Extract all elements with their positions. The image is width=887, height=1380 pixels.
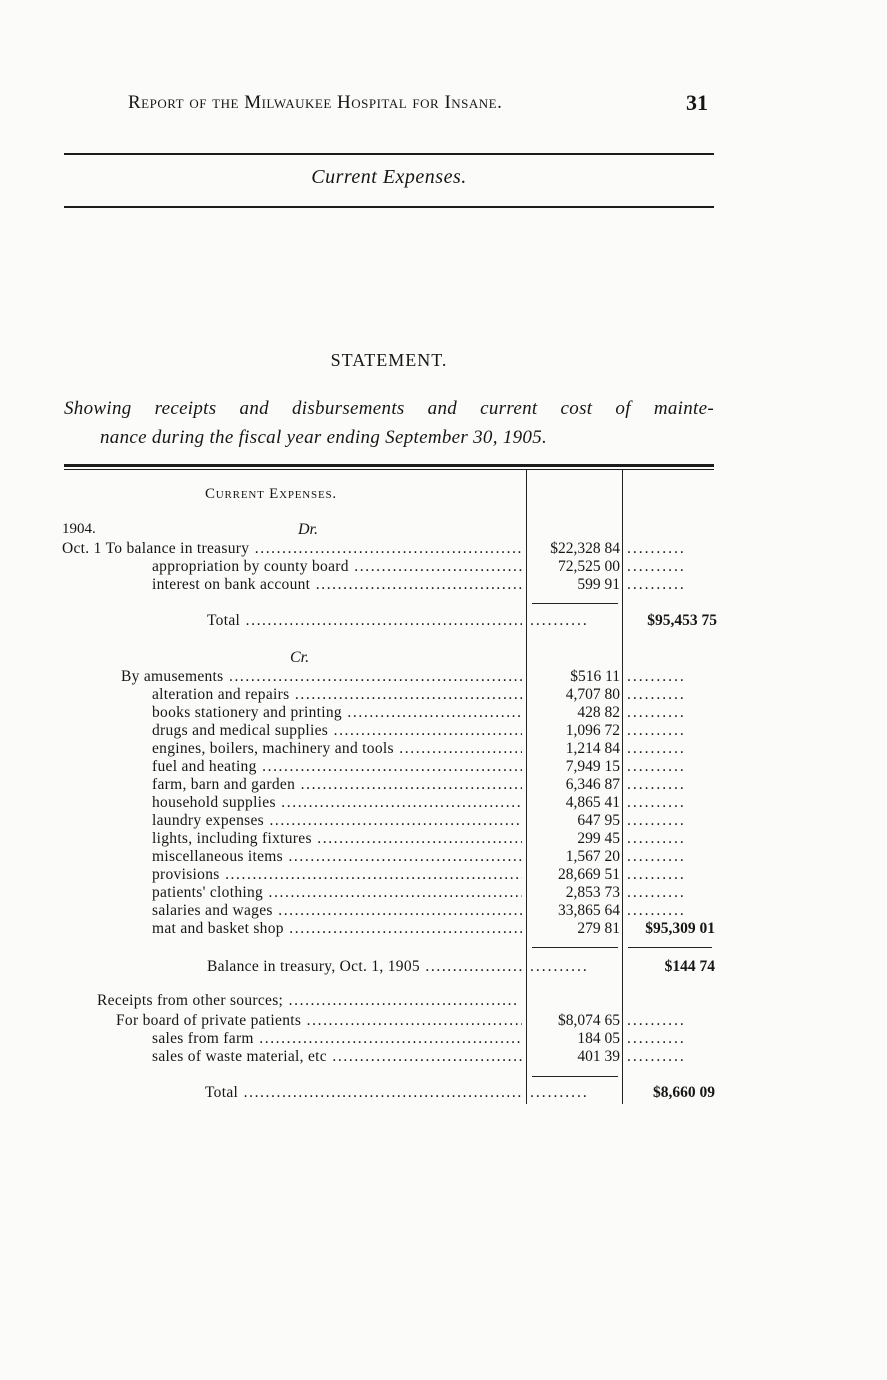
credit-row-8-leader: ..........	[627, 794, 686, 811]
credit-row-14-label: salaries and wages .....	[152, 902, 522, 920]
credit-row-4-amount: 1,096 72	[565, 722, 620, 739]
debit-row-3-leader: ..........	[627, 576, 686, 593]
credit-row-8-label: household supplies .....	[152, 794, 522, 812]
credit-row-15-label: mat and basket shop .....	[152, 920, 522, 938]
section-rule	[64, 206, 714, 208]
credit-row-13-label: patients' clothing .....	[152, 884, 522, 902]
table-caption: Current Expenses.	[205, 486, 337, 502]
debit-total-leader: ..........	[530, 612, 589, 629]
receipt-row-2-amount: 184 05	[577, 1030, 620, 1047]
credit-row-6-leader: ..........	[627, 758, 686, 775]
credit-row-12-amount: 28,669 51	[558, 866, 620, 883]
credit-sum-rule-1	[532, 947, 618, 948]
credit-row-10-label: lights, including fixtures .....	[152, 830, 522, 848]
debit-row-1-amount: $22,328 84	[550, 540, 620, 557]
receipts-total-amount: $8,660 09	[653, 1084, 715, 1101]
receipt-row-3-amount: 401 39	[577, 1048, 620, 1065]
receipt-row-3-leader: ..........	[627, 1048, 686, 1065]
credit-row-12-leader: ..........	[627, 866, 686, 883]
credit-row-14-leader: ..........	[627, 902, 686, 919]
credit-row-2-amount: 4,707 80	[565, 686, 620, 703]
debit-row-1-prefix: Oct. 1 To	[62, 540, 127, 557]
credit-row-3-leader: ..........	[627, 704, 686, 721]
intro-paragraph	[64, 394, 714, 452]
receipts-heading: Receipts from other sources; .....	[97, 992, 517, 1010]
running-head-text-a: Report of the	[128, 92, 245, 113]
credit-row-6-amount: 7,949 15	[565, 758, 620, 775]
debit-heading: Dr.	[298, 521, 319, 538]
credit-row-7-label: farm, barn and garden .....	[152, 776, 522, 794]
section-title: Current Expenses.	[311, 166, 467, 188]
receipt-row-2-label: sales from farm .....	[152, 1030, 522, 1048]
credit-row-7-amount: 6,346 87	[565, 776, 620, 793]
receipts-total-leader: ..........	[530, 1084, 589, 1101]
intro-line-1: Showing receipts and disbursements and current cost of mainte-	[64, 398, 714, 419]
credit-heading: Cr.	[290, 649, 310, 666]
balance-label: Balance in treasury, Oct. 1, 1905 .....	[207, 958, 522, 976]
debit-row-2-amount: 72,525 00	[558, 558, 620, 575]
credit-row-14-amount: 33,865 64	[558, 902, 620, 919]
credit-row-3-label: books stationery and printing .....	[152, 704, 522, 722]
credit-row-11-label: miscellaneous items .....	[152, 848, 522, 866]
credit-row-1-prefix: By	[121, 668, 144, 685]
credit-row-1-leader: ..........	[627, 668, 686, 685]
intro-line-2: nance during the fiscal year ending September 30, 1905.	[100, 427, 548, 448]
credit-row-11-leader: ..........	[627, 848, 686, 865]
top-rule	[64, 153, 714, 155]
credit-row-9-leader: ..........	[627, 812, 686, 829]
receipt-row-2-leader: ..........	[627, 1030, 686, 1047]
credit-row-12-label: provisions .....	[152, 866, 522, 884]
balance-amount: $144 74	[664, 958, 715, 975]
credit-row-6-label: fuel and heating .....	[152, 758, 522, 776]
credit-row-13-leader: ..........	[627, 884, 686, 901]
year-label: 1904.	[62, 521, 96, 537]
credit-row-11-amount: 1,567 20	[565, 848, 620, 865]
credit-row-9-amount: 647 95	[577, 812, 620, 829]
table-top-rule-thin	[64, 469, 714, 470]
debit-row-1-label: Oct. 1 To balance in treasury .....	[62, 540, 522, 558]
statement-title: STATEMENT.	[330, 350, 448, 370]
receipt-row-1-leader: ..........	[627, 1012, 686, 1029]
debit-total-amount: $95,453 75	[647, 612, 717, 629]
credit-row-13-amount: 2,853 73	[565, 884, 620, 901]
credit-sum-rule-2	[628, 947, 712, 948]
credit-row-2-label: alteration and repairs .....	[152, 686, 522, 704]
receipts-sum-rule	[532, 1076, 618, 1077]
credit-row-9-label: laundry expenses .....	[152, 812, 522, 830]
credit-row-5-amount: 1,214 84	[565, 740, 620, 757]
column-divider-2	[622, 470, 623, 1104]
credit-row-1-amount: $516 11	[570, 668, 620, 685]
running-head	[128, 92, 502, 114]
credit-row-4-label: drugs and medical supplies .....	[152, 722, 522, 740]
column-divider-1	[526, 470, 527, 1104]
debit-row-1-leader: ..........	[627, 540, 686, 557]
debit-row-3-amount: 599 91	[577, 576, 620, 593]
receipt-row-1-amount: $8,074 65	[558, 1012, 620, 1029]
credit-row-5-leader: ..........	[627, 740, 686, 757]
credit-row-3-amount: 428 82	[577, 704, 620, 721]
credit-row-4-leader: ..........	[627, 722, 686, 739]
debit-row-2-leader: ..........	[627, 558, 686, 575]
table-top-rule	[64, 464, 714, 467]
receipt-row-3-label: sales of waste material, etc .....	[152, 1048, 522, 1066]
credit-total-amount: $95,309 01	[645, 920, 715, 937]
credit-row-7-leader: ..........	[627, 776, 686, 793]
credit-row-10-amount: 299 45	[577, 830, 620, 847]
debit-sum-rule	[532, 603, 618, 604]
receipt-row-1-prefix: For	[116, 1012, 143, 1029]
credit-row-5-label: engines, boilers, machinery and tools .....	[152, 740, 522, 758]
balance-leader: ..........	[530, 958, 589, 975]
debit-row-2-label: appropriation by county board .....	[152, 558, 522, 576]
receipts-total-label: Total .....	[205, 1084, 522, 1102]
debit-row-3-label: interest on bank account .....	[152, 576, 522, 594]
credit-row-10-leader: ..........	[627, 830, 686, 847]
debit-total-label: Total .....	[207, 612, 522, 630]
credit-row-2-leader: ..........	[627, 686, 686, 703]
page-number: 31	[686, 90, 708, 115]
credit-row-15-amount: 279 81	[577, 920, 620, 937]
credit-row-8-amount: 4,865 41	[565, 794, 620, 811]
credit-row-1-label: By amusements .....	[121, 668, 522, 686]
running-head-text-b: Milwaukee Hospital for Insane.	[244, 92, 503, 113]
receipt-row-1-label: For board of private patients .....	[116, 1012, 522, 1030]
